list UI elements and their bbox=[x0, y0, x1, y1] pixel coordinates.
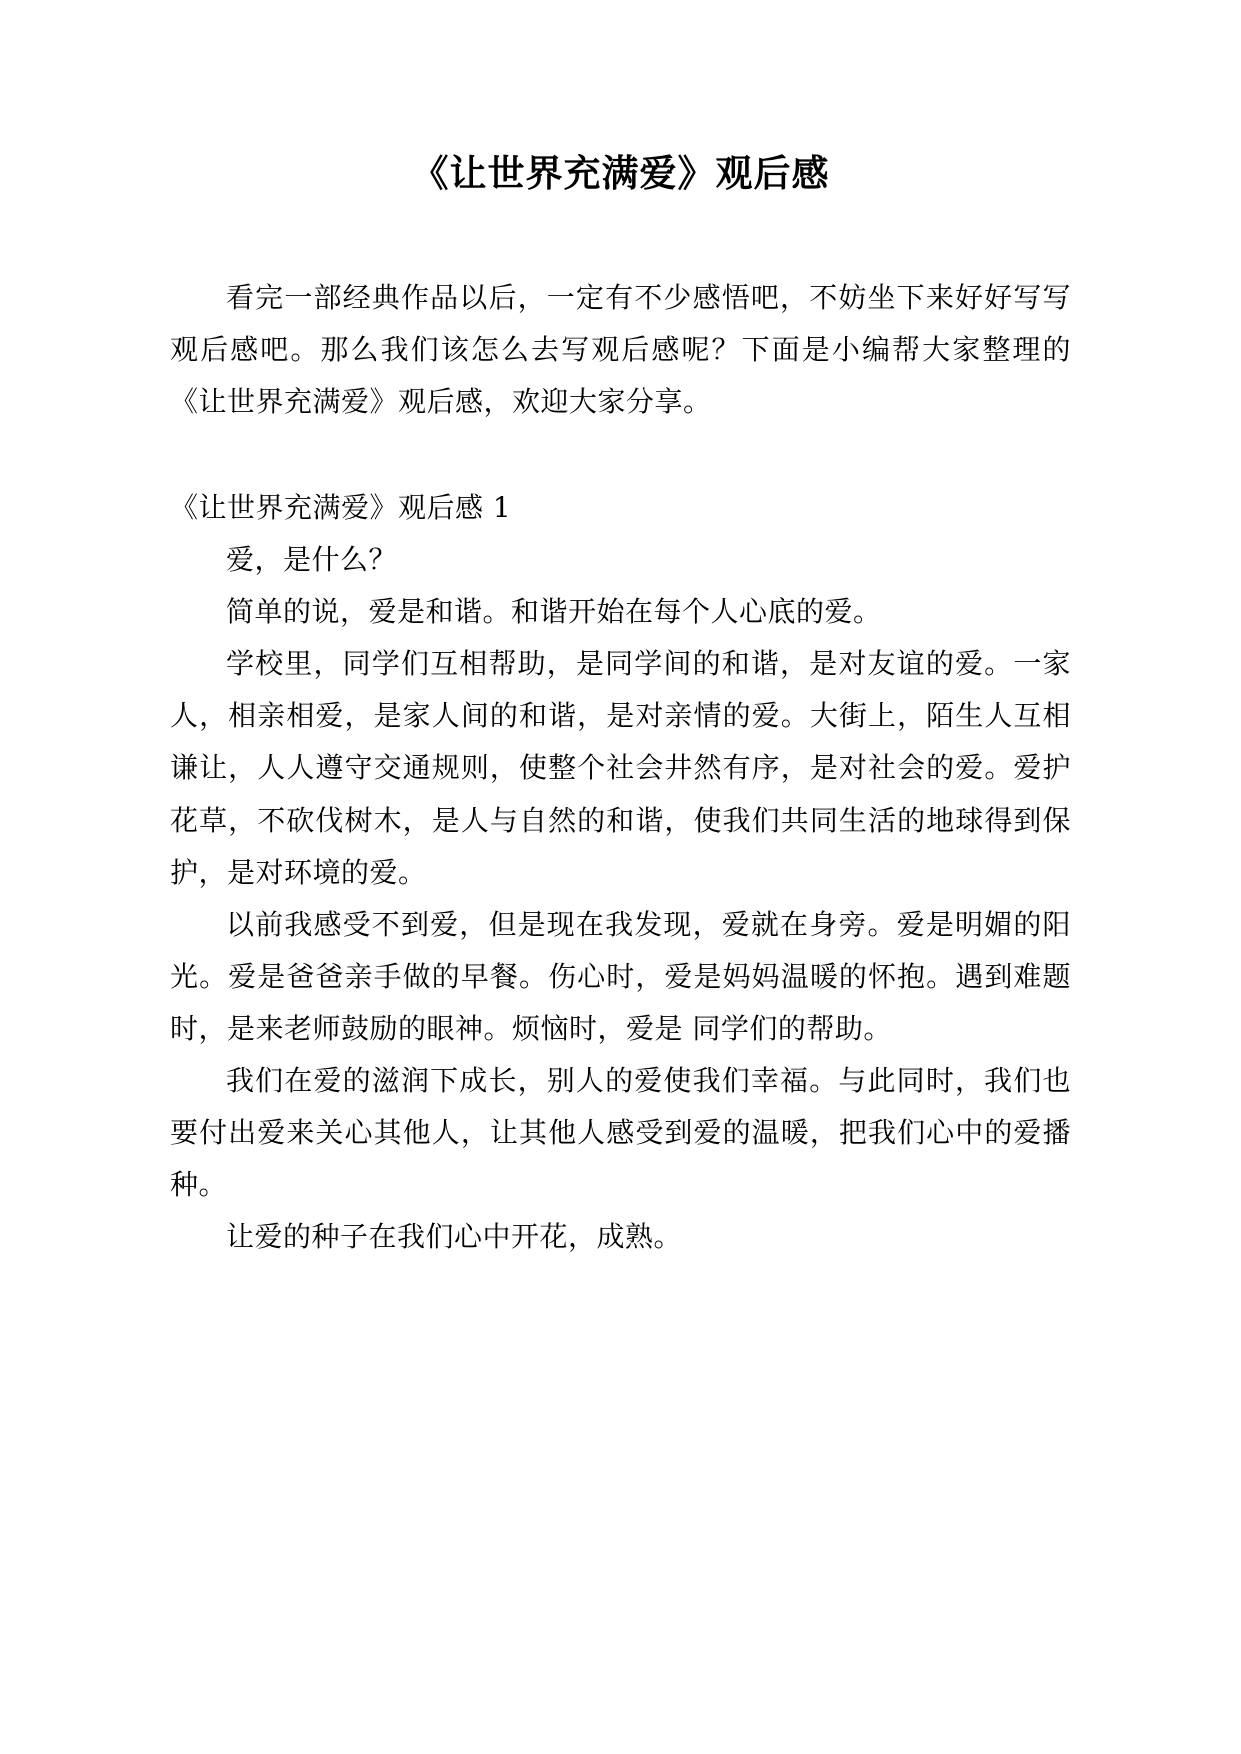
document-body bbox=[170, 272, 1071, 1263]
paragraph: 学校里，同学们互相帮助，是同学间的和谐，是对友谊的爱。一家人，相亲相爱，是家人间的和谐，是对亲情的爱。大街上，陌生人互相谦让，人人遵守交通规则，使整个社会井然有序，是对社会的爱。爱护花草，不砍伐树木，是人与自然的和谐，使我们共同生活的地球得到保护，是对环境的爱。 bbox=[170, 647, 1071, 889]
paragraph: 以前我感受不到爱，但是现在我发现，爱就在身旁。爱是明媚的阳光。爱是爸爸亲手做的早餐。伤心时，爱是妈妈温暖的怀抱。遇到难题时，是来老师鼓励的眼神。烦恼时，爱是 同学们的帮助。 bbox=[170, 907, 1071, 1045]
intro-paragraph: 看完一部经典作品以后，一定有不少感悟吧，不妨坐下来好好写写观后感吧。那么我们该怎么去写观后感呢？下面是小编帮大家整理的《让世界充满爱》观后感，欢迎大家分享。 bbox=[170, 280, 1071, 418]
spacer bbox=[170, 428, 1071, 482]
paragraph: 我们在爱的滋润下成长，别人的爱使我们幸福。与此同时，我们也要付出爱来关心其他人，让其他人感受到爱的温暖，把我们心中的爱播种。 bbox=[170, 1063, 1071, 1202]
section-heading: 《让世界充满爱》观后感 1 bbox=[170, 491, 512, 525]
paragraph: 爱，是什么？ bbox=[226, 543, 398, 577]
paragraph: 简单的说，爱是和谐。和谐开始在每个人心底的爱。 bbox=[226, 595, 882, 629]
page-title: 《让世界充满爱》观后感 bbox=[411, 152, 830, 195]
paragraph: 让爱的种子在我们心中开花，成熟。 bbox=[226, 1220, 683, 1254]
